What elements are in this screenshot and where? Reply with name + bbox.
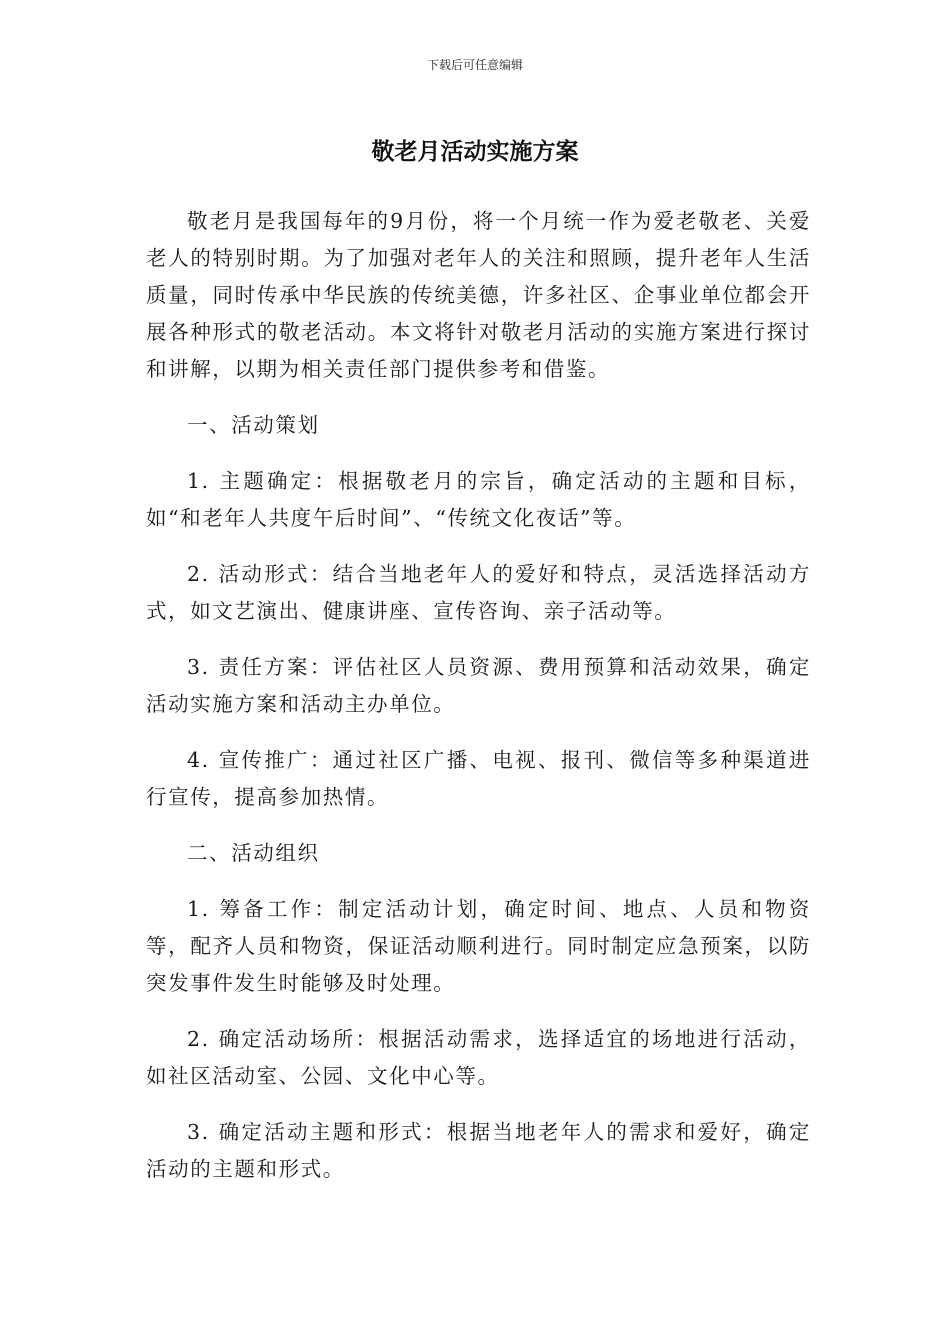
header-note: 下载后可任意编辑 [426,58,523,72]
planning-item-2: 2. 活动形式：结合当地老年人的爱好和特点，灵活选择活动方式，如文艺演出、健康讲座、宣传咨询、亲子活动等。 [146,562,811,623]
document-title: 敬老月活动实施方案 [371,139,579,165]
organization-item-3: 3. 确定活动主题和形式：根据当地老年人的需求和爱好，确定活动的主题和形式。 [146,1120,811,1181]
section-heading-organization: 二、活动组织 [187,841,320,865]
section-heading-planning: 一、活动策划 [187,413,320,437]
organization-item-1: 1. 筹备工作：制定活动计划，确定时间、地点、人员和物资等，配齐人员和物资，保证活动顺利进行。同时制定应急预案，以防突发事件发生时能够及时处理。 [146,897,811,995]
organization-item-2: 2. 确定活动场所：根据活动需求，选择适宜的场地进行活动，如社区活动室、公园、文化中心等。 [146,1027,811,1088]
document-body [146,203,811,1207]
planning-item-3: 3. 责任方案：评估社区人员资源、费用预算和活动效果，确定活动实施方案和活动主办单位。 [146,655,811,716]
planning-item-4: 4. 宣传推广：通过社区广播、电视、报刊、微信等多种渠道进行宣传，提高参加热情。 [146,748,811,809]
intro-paragraph: 敬老月是我国每年的9月份，将一个月统一作为爱老敬老、关爱老人的特别时期。为了加强对老年人的关注和照顾，提升老年人生活质量，同时传承中华民族的传统美德，许多社区、企事业单位都会开展各种形式的敬老活动。本文将针对敬老月活动的实施方案进行探讨和讲解，以期为相关责任部门提供参考和借鉴。 [146,209,811,381]
planning-item-1: 1. 主题确定：根据敬老月的宗旨，确定活动的主题和目标，如“和老年人共度午后时间”、“传统文化夜话”等。 [146,469,811,530]
